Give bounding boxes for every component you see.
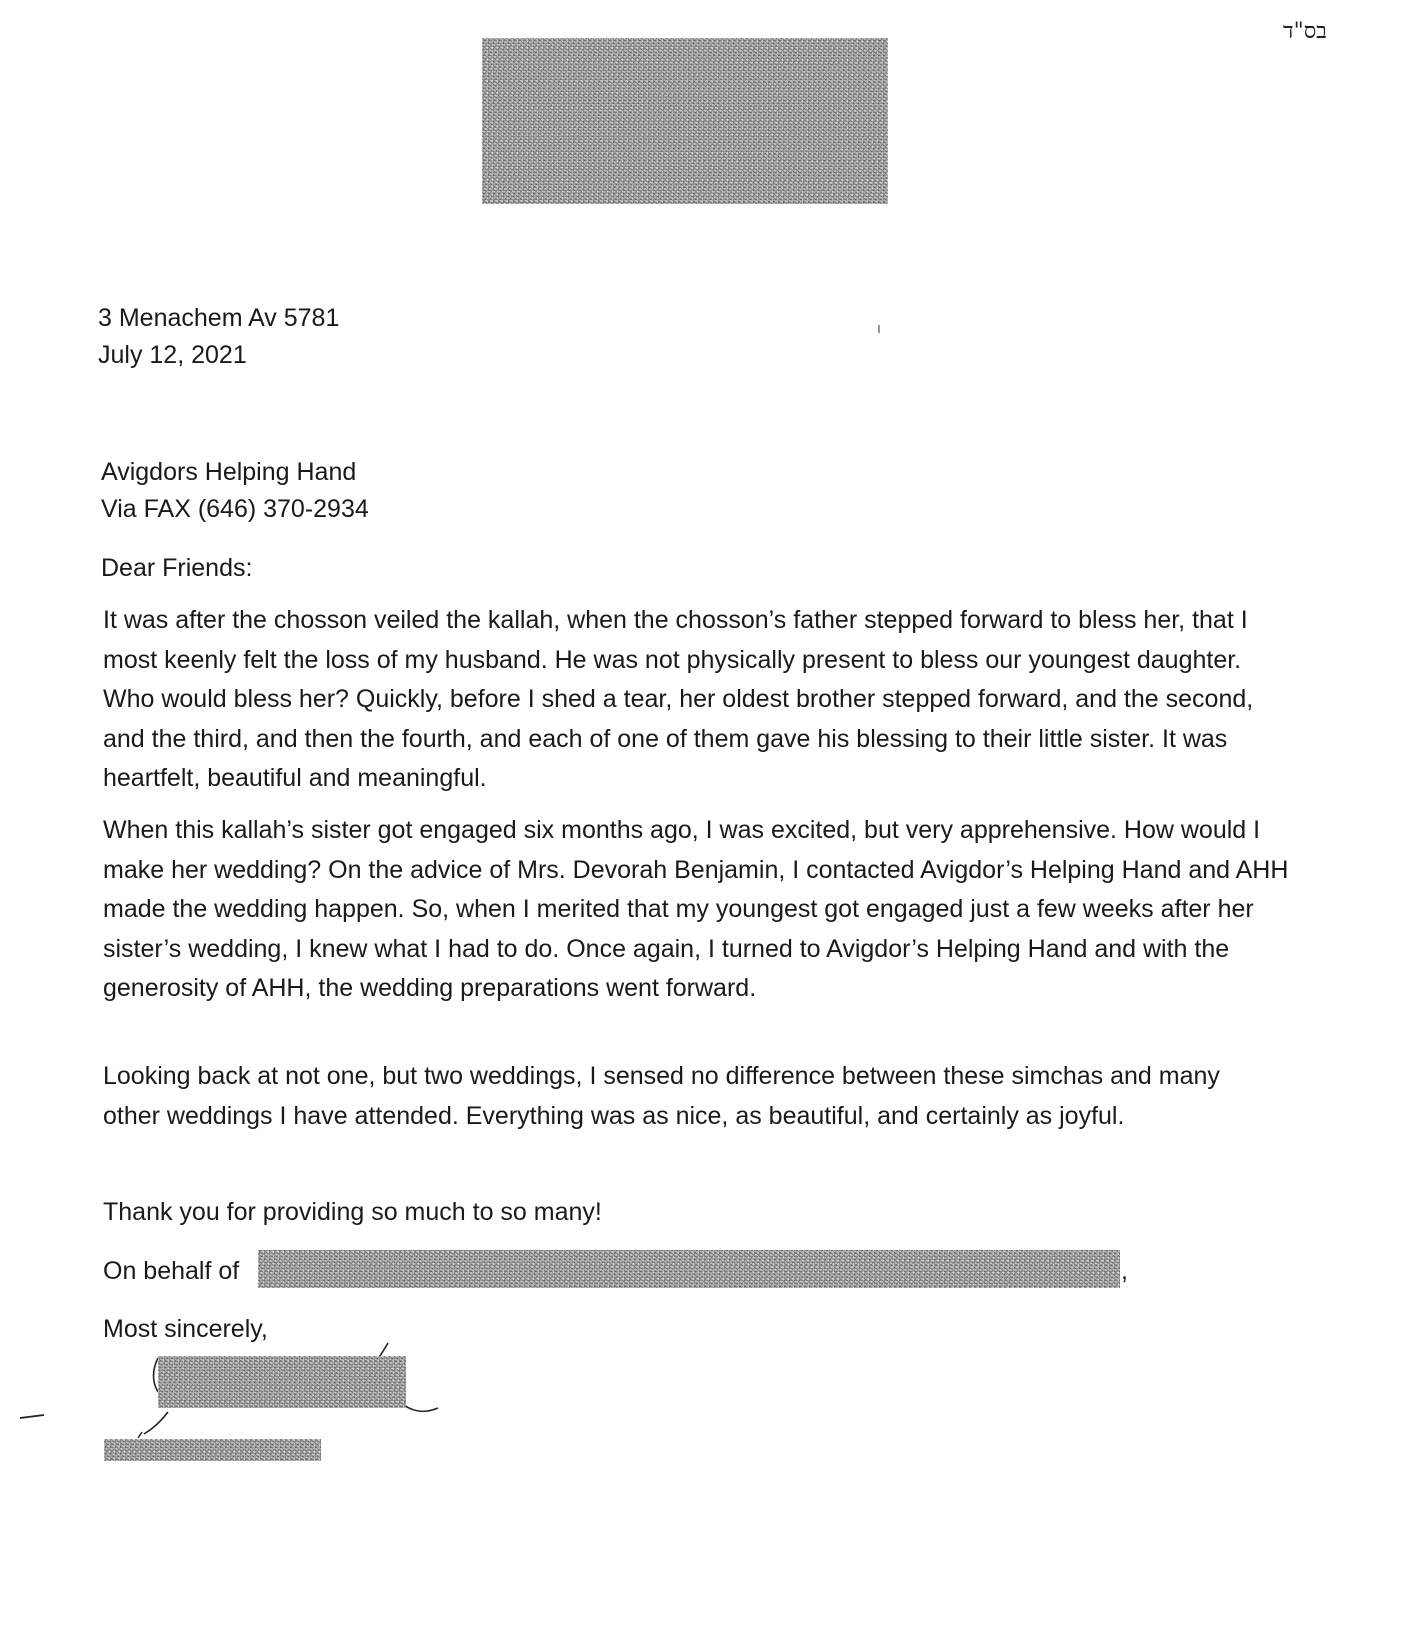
paragraph-text: When this kallah’s sister got engaged six months ago, I was excited, but very apprehensive. How would I make her wedding? On the advice of Mrs. Devorah Benjamin, I contacted Avigdor’s Helping Hand and AHH made the wedding happen. So, when I merited that my youngest got engaged just a few weeks after her sister’s wedding, I knew what I had to do. Once again, I turned to Avigdor’s Helping Hand and with the generosity of AHH, the wedding preparations went forward.: [103, 816, 1289, 1002]
sign-off: Most sincerely,: [103, 1315, 268, 1343]
recipient-name: Avigdors Helping Hand: [101, 458, 357, 486]
hebrew-header-mark: בס"ד: [1283, 19, 1327, 44]
redacted-signature: [158, 1356, 406, 1408]
gregorian-date: July 12, 2021: [98, 341, 247, 369]
redacted-signer-name: [104, 1439, 321, 1461]
thank-you-line: Thank you for providing so much to so many!: [103, 1198, 602, 1226]
paragraph-text: Looking back at not one, but two weddings, I sensed no difference between these simchas and many other weddings I have attended. Everything was as nice, as beautiful, and certainly as joyful.: [103, 1062, 1220, 1130]
salutation: Dear Friends:: [101, 554, 253, 582]
paragraph-text: It was after the chosson veiled the kallah, when the chosson’s father stepped forward to bless her, that I most keenly felt the loss of my husband. He was not physically present to bless our youngest daughter. Who would bless her? Quickly, before I shed a tear, her oldest brother stepped forward, and the second, and the third, and then the fourth, and each of one of them gave his blessing to their little sister. It was heartfelt, beautiful and meaningful.: [103, 606, 1254, 792]
hebrew-date: 3 Menachem Av 5781: [98, 304, 340, 332]
on-behalf-prefix: On behalf of: [103, 1257, 240, 1285]
on-behalf-suffix: ,: [1121, 1257, 1128, 1285]
recipient-fax: Via FAX (646) 370-2934: [101, 495, 369, 523]
